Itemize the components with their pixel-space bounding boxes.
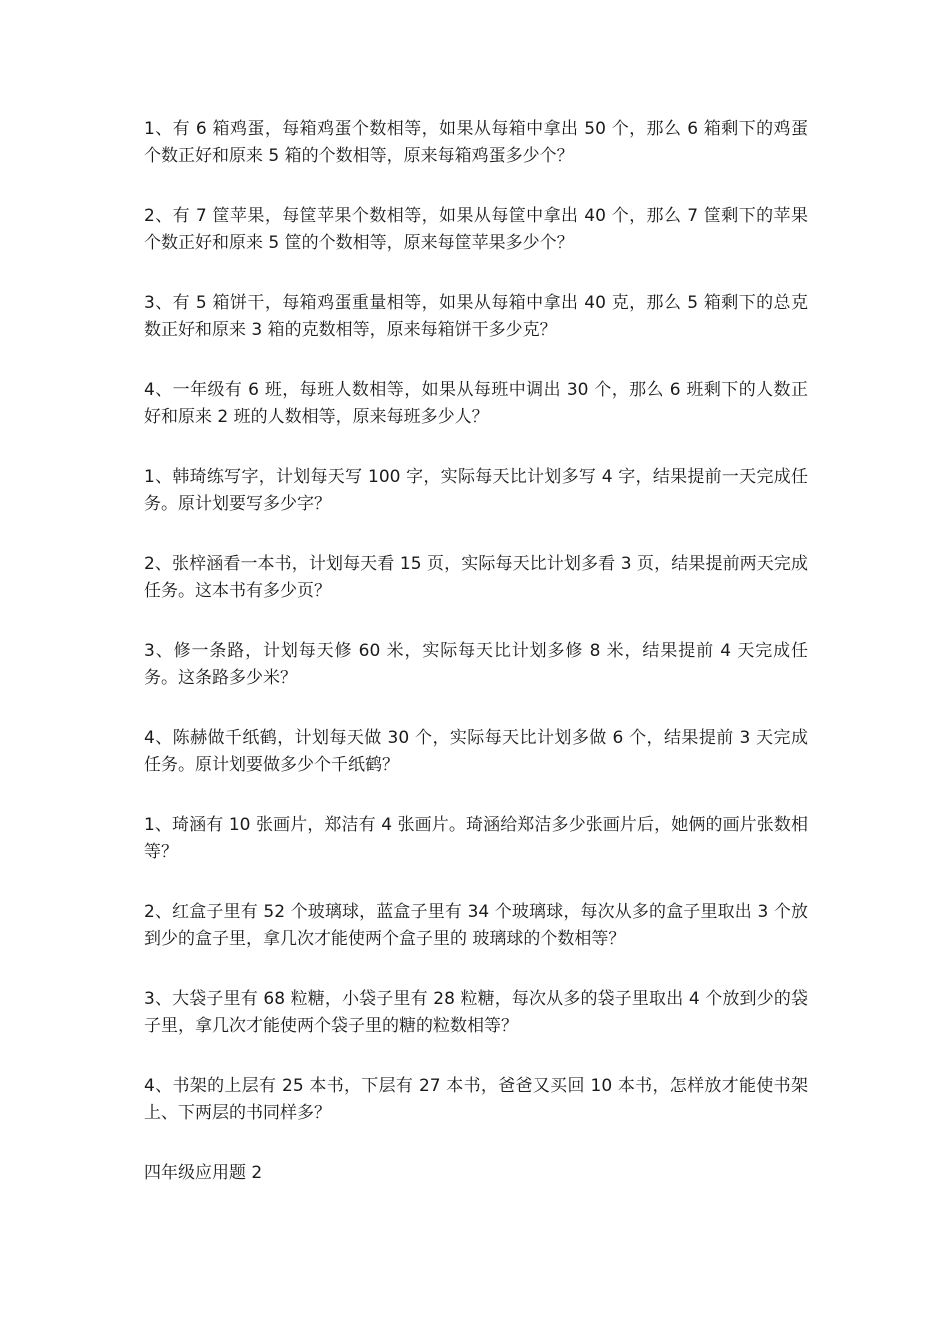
problem-paragraph: 1、韩琦练写字，计划每天写 100 字，实际每天比计划多写 4 字，结果提前一天完成任务。原计划要写多少字？ (144, 467, 808, 514)
section-title: 四年级应用题 2 (144, 1163, 263, 1183)
problem-paragraph: 1、琦涵有 10 张画片，郑洁有 4 张画片。琦涵给郑洁多少张画片后，她俩的画片张数相等？ (144, 815, 808, 862)
problem-paragraph: 3、大袋子里有 68 粒糖，小袋子里有 28 粒糖，每次从多的袋子里取出 4 个放到少的袋子里，拿几次才能使两个袋子里的糖的粒数相等？ (144, 989, 808, 1036)
document-body (144, 116, 808, 1187)
problem-paragraph: 2、有 7 筐苹果，每筐苹果个数相等，如果从每筐中拿出 40 个，那么 7 筐剩下的苹果个数正好和原来 5 筐的个数相等，原来每筐苹果多少个？ (144, 206, 808, 253)
problem-paragraph: 4、陈赫做千纸鹤，计划每天做 30 个，实际每天比计划多做 6 个，结果提前 3 天完成任务。原计划要做多少个千纸鹤？ (144, 728, 808, 775)
problem-paragraph: 3、有 5 箱饼干，每箱鸡蛋重量相等，如果从每箱中拿出 40 克，那么 5 箱剩下的总克数正好和原来 3 箱的克数相等，原来每箱饼干多少克？ (144, 293, 808, 340)
problem-paragraph: 4、书架的上层有 25 本书，下层有 27 本书，爸爸又买回 10 本书，怎样放才能使书架上、下两层的书同样多？ (144, 1076, 808, 1123)
problem-paragraph: 2、红盒子里有 52 个玻璃球，蓝盒子里有 34 个玻璃球，每次从多的盒子里取出 3 个放到少的盒子里，拿几次才能使两个盒子里的 玻璃球的个数相等？ (144, 902, 808, 949)
problem-paragraph: 1、有 6 箱鸡蛋，每箱鸡蛋个数相等，如果从每箱中拿出 50 个，那么 6 箱剩下的鸡蛋个数正好和原来 5 箱的个数相等，原来每箱鸡蛋多少个？ (144, 119, 808, 166)
problem-paragraph: 4、一年级有 6 班，每班人数相等，如果从每班中调出 30 个，那么 6 班剩下的人数正好和原来 2 班的人数相等，原来每班多少人？ (144, 380, 808, 427)
problem-paragraph: 3、修一条路，计划每天修 60 米，实际每天比计划多修 8 米，结果提前 4 天完成任务。这条路多少米？ (144, 641, 808, 688)
problem-paragraph: 2、张梓涵看一本书，计划每天看 15 页，实际每天比计划多看 3 页，结果提前两天完成任务。这本书有多少页？ (144, 554, 808, 601)
